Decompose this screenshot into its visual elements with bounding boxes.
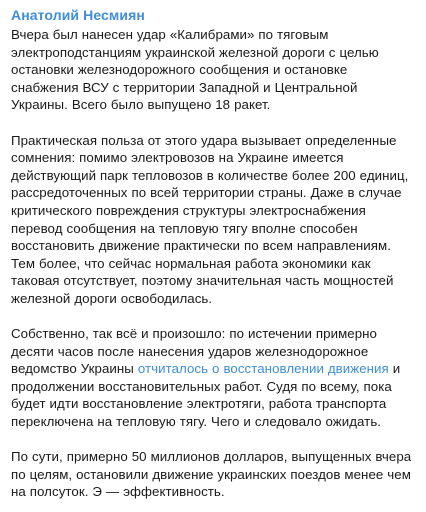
post-paragraph-3-text-start: Собственно, так всё и произошло: по истечении примерно десяти часов после нанесения ударов железнодорожное ведомство Украины [11,326,377,377]
post-paragraph-4: По сути, примерно 50 миллионов долларов, выпущенных вчера по целям, остановили движение украинских поездов менее чем на полсуток. Э — эффективность. [11,449,412,500]
post-author-name[interactable]: Анатолий Несмиян [11,7,145,23]
restoration-report-link[interactable]: отчиталось о восстановлении движения [137,361,389,377]
post-paragraph-2: Практическая польза от этого удара вызывает определенные сомнения: помимо электровозов на Украине имеется действующий парк тепловозов в количестве более 200 единиц, рассредоточенных по всей территории страны. Даже в случае критического повреждения структуры электроснабжения перевод сообщения на тепловую тягу вполне способен восстановить движение практически по всем направлениям. Тем более, что сейчас нормальная работа экономики как таковая отсутствует, поэтому значительная часть мощностей железной дороги освободилась. [11,132,409,306]
post-paragraph-3 [11,325,418,431]
post-paragraph-1: Вчера был нанесен удар «Калибрами» по тяговым электроподстанциям украинской железной дороги с целью остановки железнодорожного сообщения и остановке снабжения ВСУ с территории Западной и Центральной Украины. Всего было выпущено 18 ракет. [11,27,379,113]
post-paragraph-3-text-end: и продолжении восстановительных работ. Судя по всему, пока будет идти восстановление электротяги, работа транспорта переключена на тепловую тягу. Чего и следовало ожидать. [11,361,401,430]
